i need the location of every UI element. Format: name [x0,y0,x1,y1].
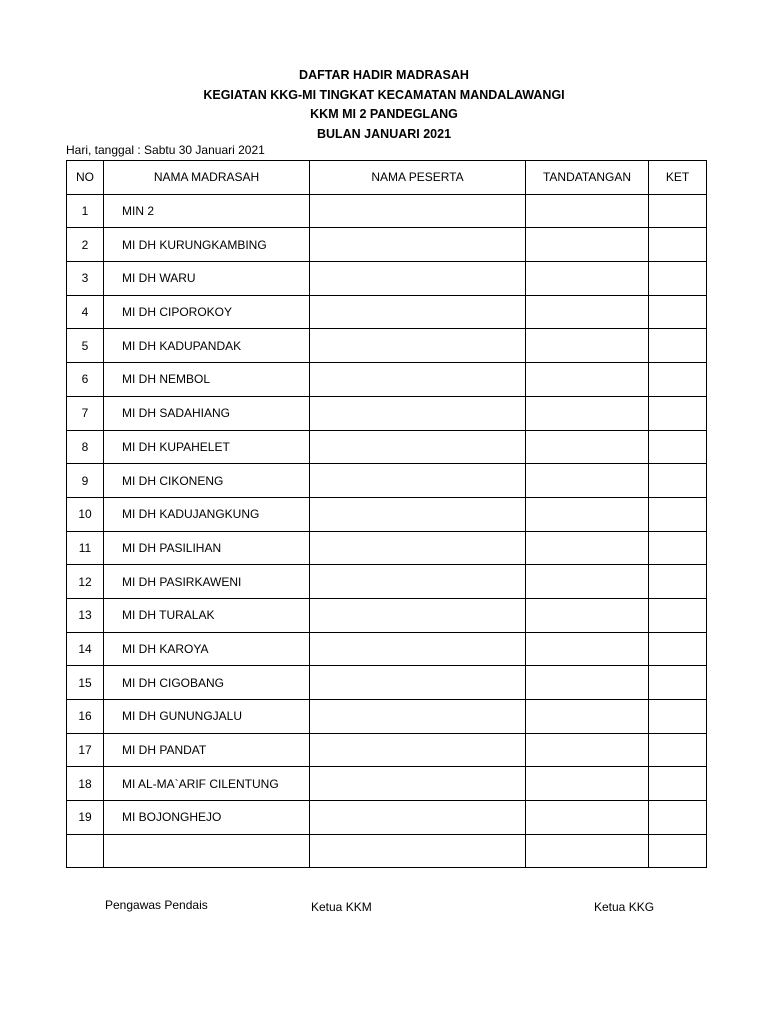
cell-tandatangan [526,733,649,767]
table-row [67,363,707,397]
cell-nama-madrasah: MI BOJONGHEJO [104,801,310,835]
title-line-3: KKM MI 2 PANDEGLANG [310,107,458,121]
cell-nama-peserta [310,329,526,363]
cell-nama-peserta [310,363,526,397]
cell-no: 15 [67,666,104,700]
cell-nama-madrasah: MI DH CIKONENG [104,464,310,498]
cell-ket [649,834,707,868]
document-title [0,66,768,144]
cell-nama-peserta [310,194,526,228]
cell-ket [649,767,707,801]
table-row [67,733,707,767]
table-row [67,700,707,734]
cell-tandatangan [526,767,649,801]
cell-nama-madrasah: MI DH PASIRKAWENI [104,565,310,599]
table-row [67,565,707,599]
cell-tandatangan [526,497,649,531]
cell-ket [649,396,707,430]
cell-nama-madrasah [104,834,310,868]
cell-nama-madrasah: MI DH KADUJANGKUNG [104,497,310,531]
cell-ket [649,565,707,599]
title-line-4: BULAN JANUARI 2021 [316,126,452,141]
cell-tandatangan [526,632,649,666]
cell-tandatangan [526,194,649,228]
cell-tandatangan [526,262,649,296]
cell-nama-peserta [310,228,526,262]
cell-tandatangan [526,531,649,565]
cell-nama-peserta [310,700,526,734]
header-nama-madrasah: NAMA MADRASAH [104,161,310,195]
table-row [67,497,707,531]
cell-tandatangan [526,700,649,734]
cell-nama-peserta [310,295,526,329]
cell-tandatangan [526,329,649,363]
table-row [67,666,707,700]
cell-nama-madrasah: MI DH KADUPANDAK [104,329,310,363]
cell-ket [649,700,707,734]
table-row [67,801,707,835]
cell-nama-madrasah: MI DH CIPOROKOY [104,295,310,329]
table-body [67,194,707,868]
cell-ket [649,329,707,363]
cell-nama-peserta [310,767,526,801]
cell-ket [649,733,707,767]
cell-tandatangan [526,464,649,498]
cell-no: 12 [67,565,104,599]
cell-nama-madrasah: MI DH KUPAHELET [104,430,310,464]
cell-no: 5 [67,329,104,363]
cell-ket [649,228,707,262]
cell-no [67,834,104,868]
cell-ket [649,430,707,464]
cell-no: 8 [67,430,104,464]
table-header-row [67,161,707,195]
cell-tandatangan [526,396,649,430]
table-row [67,329,707,363]
table-row [67,295,707,329]
cell-nama-peserta [310,598,526,632]
cell-tandatangan [526,363,649,397]
cell-nama-madrasah: MI AL-MA`ARIF CILENTUNG [104,767,310,801]
cell-no: 3 [67,262,104,296]
cell-nama-peserta [310,565,526,599]
table-row [67,228,707,262]
cell-nama-peserta [310,396,526,430]
cell-ket [649,531,707,565]
cell-ket [649,497,707,531]
table-row [67,834,707,868]
table-row [67,598,707,632]
table-row [67,194,707,228]
table-row [67,396,707,430]
table-row [67,262,707,296]
header-tandatangan: TANDATANGAN [526,161,649,195]
cell-nama-madrasah: MI DH PASILIHAN [104,531,310,565]
cell-nama-madrasah: MIN 2 [104,194,310,228]
cell-nama-peserta [310,834,526,868]
table-row [67,531,707,565]
header-no: NO [67,161,104,195]
cell-nama-peserta [310,262,526,296]
cell-tandatangan [526,834,649,868]
attendance-table [66,160,707,868]
cell-nama-peserta [310,531,526,565]
cell-ket [649,363,707,397]
cell-no: 16 [67,700,104,734]
cell-nama-peserta [310,632,526,666]
cell-no: 13 [67,598,104,632]
cell-no: 4 [67,295,104,329]
cell-no: 2 [67,228,104,262]
cell-nama-madrasah: MI DH WARU [104,262,310,296]
cell-tandatangan [526,801,649,835]
cell-ket [649,295,707,329]
cell-ket [649,194,707,228]
cell-no: 6 [67,363,104,397]
title-line-1: DAFTAR HADIR MADRASAH [299,68,469,82]
cell-ket [649,464,707,498]
cell-no: 1 [67,194,104,228]
table-row [67,430,707,464]
cell-tandatangan [526,598,649,632]
cell-nama-madrasah: MI DH CIGOBANG [104,666,310,700]
cell-nama-peserta [310,497,526,531]
table-row [67,464,707,498]
cell-nama-peserta [310,430,526,464]
cell-ket [649,262,707,296]
cell-nama-madrasah: MI DH SADAHIANG [104,396,310,430]
cell-no: 14 [67,632,104,666]
cell-tandatangan [526,228,649,262]
cell-no: 18 [67,767,104,801]
cell-no: 9 [67,464,104,498]
cell-nama-madrasah: MI DH TURALAK [104,598,310,632]
cell-nama-peserta [310,733,526,767]
cell-nama-madrasah: MI DH KAROYA [104,632,310,666]
cell-nama-peserta [310,666,526,700]
signature-pengawas: Pengawas Pendais [105,898,208,912]
cell-ket [649,666,707,700]
cell-no: 17 [67,733,104,767]
cell-tandatangan [526,666,649,700]
cell-nama-madrasah: MI DH GUNUNGJALU [104,700,310,734]
cell-nama-peserta [310,464,526,498]
signature-ketua-kkg: Ketua KKG [594,900,655,914]
cell-nama-madrasah: MI DH NEMBOL [104,363,310,397]
date-line: Hari, tanggal : Sabtu 30 Januari 2021 [66,143,265,157]
cell-no: 10 [67,497,104,531]
cell-nama-madrasah: MI DH PANDAT [104,733,310,767]
table-row [67,632,707,666]
header-nama-peserta: NAMA PESERTA [310,161,526,195]
cell-ket [649,598,707,632]
title-line-2: KEGIATAN KKG-MI TINGKAT KECAMATAN MANDALAWANGI [203,87,565,102]
cell-nama-madrasah: MI DH KURUNGKAMBING [104,228,310,262]
cell-nama-peserta [310,801,526,835]
cell-ket [649,632,707,666]
signature-ketua-kkm: Ketua KKM [311,900,372,914]
header-ket: KET [649,161,707,195]
cell-tandatangan [526,565,649,599]
cell-tandatangan [526,295,649,329]
cell-tandatangan [526,430,649,464]
table-row [67,767,707,801]
cell-no: 7 [67,396,104,430]
cell-no: 19 [67,801,104,835]
cell-ket [649,801,707,835]
cell-no: 11 [67,531,104,565]
